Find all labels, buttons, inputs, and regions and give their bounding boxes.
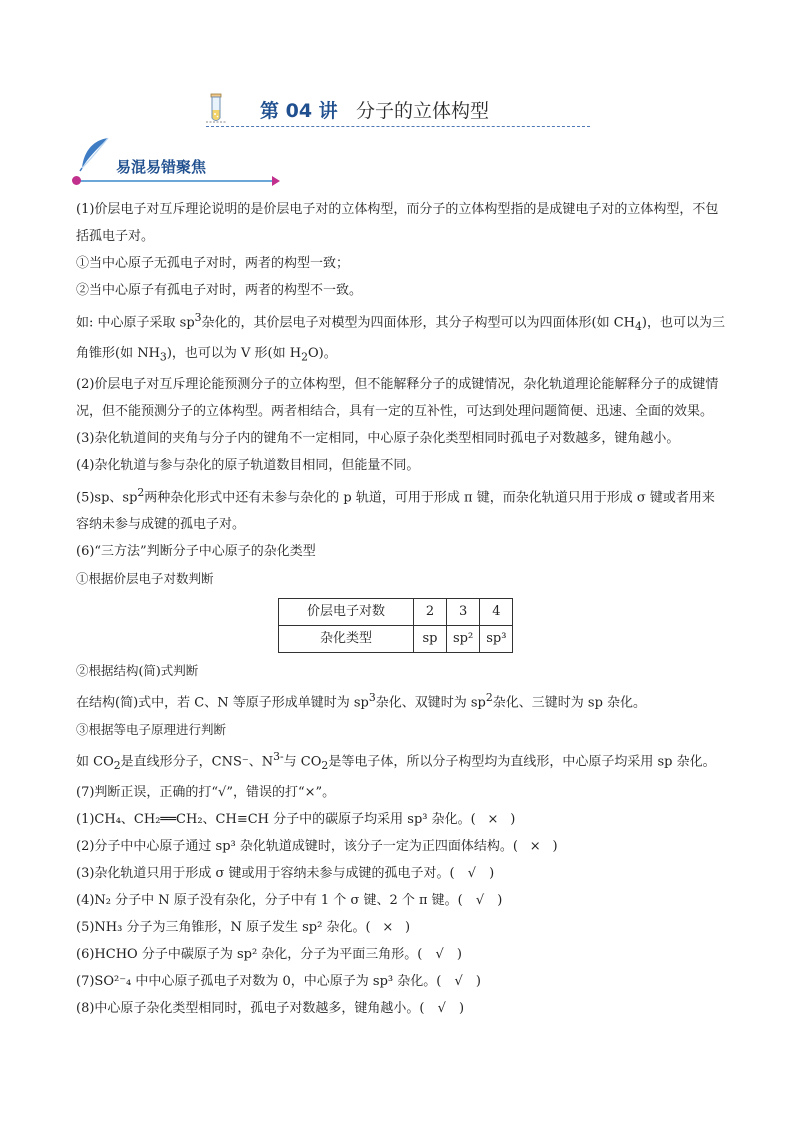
text-run: 是等电子体，所以分子构型均为直线形，中心原子均采用 sp 杂化。 (328, 754, 716, 770)
judgment-item: (5)NH₃ 分子为三角锥形，N 原子发生 sp² 杂化。( × ) (76, 914, 726, 941)
judgment-item: (7)SO²⁻₄ 中中心原子孤电子对数为 0，中心原子为 sp³ 杂化。( √ ) (76, 968, 726, 995)
judgment-answer: × (487, 812, 499, 828)
judgment-text: (2)分子中中心原子通过 sp³ 杂化轨道成键时，该分子一定为正四面体结构。( (76, 839, 518, 855)
judgment-item: (3)杂化轨道只用于形成 σ 键或用于容纳未参与成键的孤电子对。( √ ) (76, 860, 726, 887)
judgment-item: (1)CH₄、CH₂══CH₂、CH≡CH 分子中的碳原子均采用 sp³ 杂化。( × ) (76, 806, 726, 833)
paragraph-12: 在结构(简)式中，若 C、N 等原子形成单键时为 $sp^3$杂化、双键时为 $sp^2$杂化、三键时为 sp 杂化。 (76, 690, 647, 711)
table-cell: sp (414, 625, 447, 652)
judgment-answer: √ (435, 947, 444, 963)
table-cell: 3 (447, 598, 480, 625)
table-cell: 2 (414, 598, 447, 625)
text-run: )，也可以为 V 形(如 H (166, 345, 302, 361)
header-divider (206, 126, 590, 127)
lesson-header (200, 90, 590, 130)
text-run: 如: 中心原子采取 sp (76, 315, 195, 331)
text-run: O)。 (307, 345, 337, 361)
table-cell: sp³ (480, 625, 513, 652)
table-row (279, 598, 513, 625)
judgment-answer: √ (437, 1001, 446, 1017)
judgment-item: (4)N₂ 分子中 N 原子没有杂化，分子中有 1 个 σ 键、2 个 π 键。( √ ) (76, 887, 726, 914)
judgment-text: (1)CH₄、CH₂══CH₂、CH≡CH 分子中的碳原子均采用 sp³ 杂化。( (76, 812, 476, 828)
paragraph-15: (7)判断正误，正确的打“√”，错误的打“×”。 (76, 785, 336, 801)
text-run: 如 CO (76, 754, 114, 770)
judgment-item: (2)分子中中心原子通过 sp³ 杂化轨道成键时，该分子一定为正四面体结构。( × ) (76, 833, 726, 860)
paragraph-7: (4)杂化轨道与参与杂化的原子轨道数目相同，但能量不同。 (76, 457, 420, 473)
text-run: 杂化、双键时为 sp (375, 695, 486, 711)
paragraph-4: 如: 中心原子采取 $sp^3$杂化的，其价层电子对模型为四面体形，其分子构型可以为四面体形(如 $CH_4$)，也可以为三角锥形(如 $NH_3$)，也可以为 V 形(如 $H_2O$)。 (76, 311, 725, 364)
paragraph-8: (5)sp、$sp^2$两种杂化形式中还有未参与杂化的 p 轨道，可用于形成 π 键，而杂化轨道只用于形成 σ 键或者用来容纳未参与成键的孤电子对。 (76, 485, 715, 532)
section-arrow-icon (272, 176, 280, 186)
text-run: (5)sp、sp (76, 489, 138, 505)
flask-icon (204, 92, 228, 124)
judgment-text: (3)杂化轨道只用于形成 σ 键或用于容纳未参与成键的孤电子对。( (76, 866, 455, 882)
paragraph-5: (2)价层电子对互斥理论能预测分子的立体构型，但不能解释分子的成键情况，杂化轨道理论能解释分子的成键情况，但不能预测分子的立体构型。两者相结合，具有一定的互补性，可达到处理问题简便、迅速、全面的效果。 (76, 376, 719, 419)
section-dot (72, 176, 81, 185)
paragraph-1: (1)价层电子对互斥理论说明的是价层电子对的立体构型，而分子的立体构型指的是成键电子对的立体构型，不包括孤电子对。 (76, 202, 719, 244)
paragraph-3: ②当中心原子有孤电子对时，两者的构型不一致。 (76, 283, 363, 298)
judgment-text: (7)SO²⁻₄ 中中心原子孤电子对数为 0，中心原子为 sp³ 杂化。( (76, 974, 442, 990)
text-run: 与 CO (283, 754, 322, 770)
judgment-text: (6)HCHO 分子中碳原子为 sp² 杂化，分子为平面三角形。( (76, 947, 423, 963)
judgment-text: (8)中心原子杂化类型相同时，孤电子对数越多，键角越小。( (76, 1001, 425, 1017)
lesson-title: 分子的立体构型 (356, 100, 490, 122)
section-underline (76, 180, 276, 182)
table-cell: 4 (480, 598, 513, 625)
paragraph-9: (6)“三方法”判断分子中心原子的杂化类型 (76, 543, 316, 559)
section-banner (74, 136, 284, 188)
judgment-answer: √ (454, 974, 463, 990)
section-title: 易混易错聚焦 (116, 158, 207, 176)
content-body (76, 196, 726, 1022)
table-row (279, 625, 513, 652)
judgment-answer: √ (475, 893, 485, 909)
judgment-answer: × (529, 839, 541, 855)
text-run: 杂化的，其价层电子对模型为四面体形，其分子构型可以为四面体形(如 CH (201, 315, 636, 331)
lesson-number: 第 04 讲 (260, 100, 338, 122)
table-cell: 价层电子对数 (279, 598, 414, 625)
paragraph-11: ②根据结构(简)式判断 (76, 662, 199, 678)
judgment-text: (5)NH₃ 分子为三角锥形，N 原子发生 sp² 杂化。( (76, 920, 371, 936)
text-run: )，也可以为三角锥形(如 NH (76, 315, 725, 361)
judgment-item: (8)中心原子杂化类型相同时，孤电子对数越多，键角越小。( √ ) (76, 995, 726, 1022)
paragraph-13: ③根据等电子原理进行判断 (76, 722, 227, 738)
text-run: 在结构(简)式中，若 C、N 等原子形成单键时为 sp (76, 695, 369, 711)
paragraph-6: (3)杂化轨道间的夹角与分子内的键角不一定相同，中心原子杂化类型相同时孤电子对数越多，键角越小。 (76, 430, 680, 446)
table-cell: 杂化类型 (279, 625, 414, 652)
text-run: 是直线形分子，CNS⁻、N (120, 754, 274, 770)
judgment-item: (6)HCHO 分子中碳原子为 sp² 杂化，分子为平面三角形。( √ ) (76, 941, 726, 968)
paragraph-10: ①根据价层电子对数判断 (76, 570, 214, 586)
table-cell: sp² (447, 625, 480, 652)
feather-icon (78, 136, 112, 172)
judgment-answer: × (382, 920, 394, 936)
text-run: 杂化、三键时为 sp 杂化。 (492, 695, 647, 711)
judgment-text: (4)N₂ 分子中 N 原子没有杂化，分子中有 1 个 σ 键、2 个 π 键。( (76, 893, 463, 909)
hybridization-table (278, 598, 513, 653)
paragraph-14: 如 $CO_2$是直线形分子，CNS⁻、$N^{3-}$与 $CO_2$是等电子体，所以分子构型均为直线形，中心原子均采用 sp 杂化。 (76, 750, 716, 773)
paragraph-2: ①当中心原子无孤电子对时，两者的构型一致； (76, 256, 350, 271)
text-run: 两种杂化形式中还有未参与杂化的 p 轨道，可用于形成 π 键，而杂化轨道只用于形成 σ 键或者用来容纳未参与成键的孤电子对。 (76, 489, 715, 532)
judgment-answer: √ (467, 866, 477, 882)
